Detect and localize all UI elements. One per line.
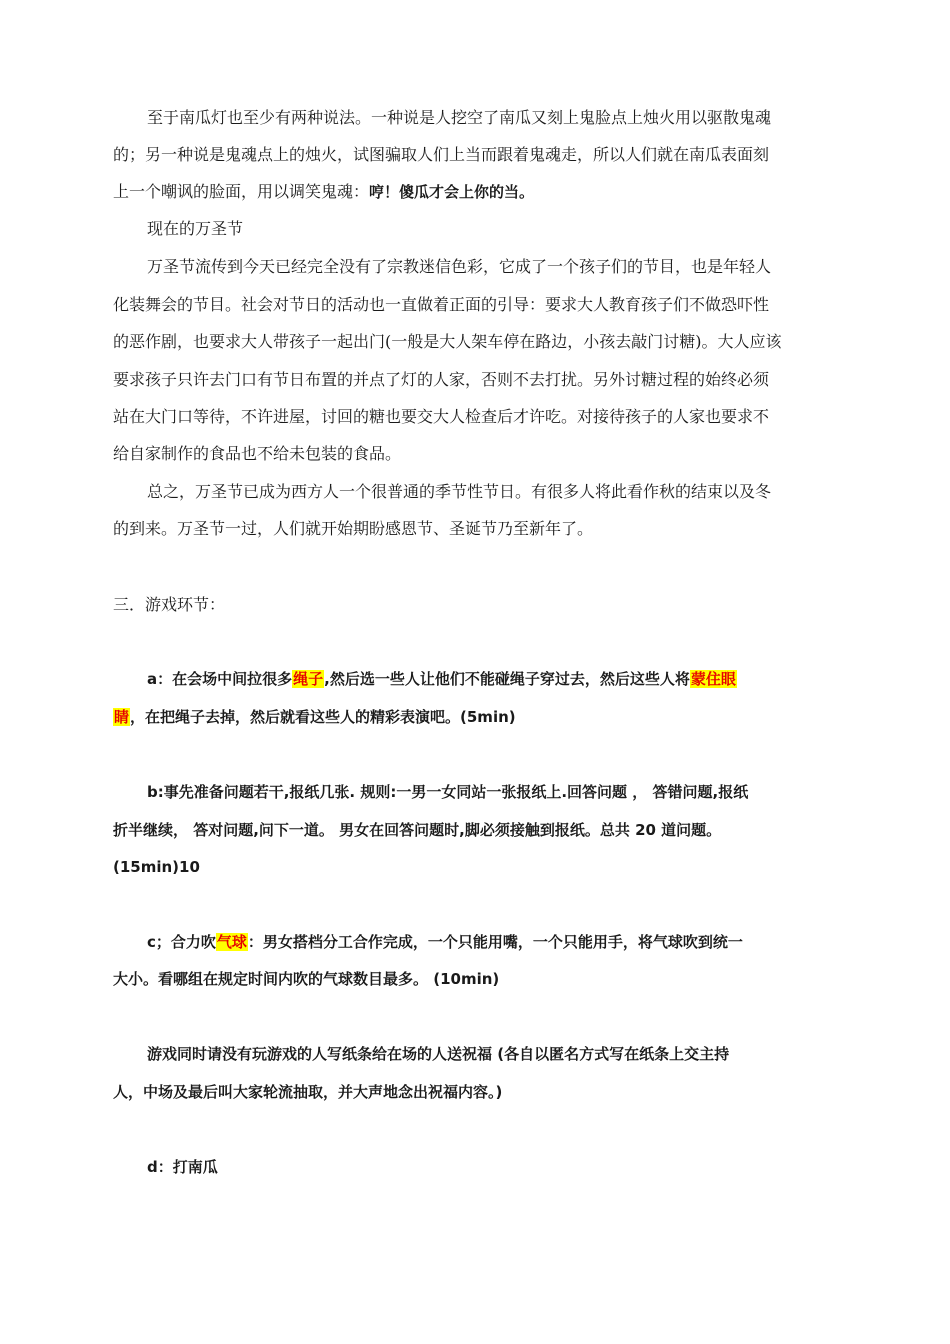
text-span: ,然后选一些人让他们不能碰绳子穿过去，然后这些人将 xyxy=(324,670,690,688)
text-span: a：在会场中间拉很多 xyxy=(147,670,293,688)
paragraph-line xyxy=(113,182,534,202)
game-c-line xyxy=(147,932,743,952)
section-heading: 现在的万圣节 xyxy=(147,219,244,238)
game-b-line: 折半继续， 答对问题,问下一道。 男女在回答问题时,脚必须接触到报纸。总共 20 道问题。 xyxy=(113,821,722,839)
paragraph-line: 万圣节流传到今天已经完全没有了宗教迷信色彩，它成了一个孩子们的节目，也是年轻人 xyxy=(147,257,772,276)
text-span: ：男女搭档分工合作完成，一个只能用嘴，一个只能用手，将气球吹到统一 xyxy=(247,933,743,951)
paragraph-line: 的；另一种说是鬼魂点上的烛火，试图骗取人们上当而跟着鬼魂走，所以人们就在南瓜表面刻 xyxy=(113,145,770,164)
paragraph-line: 的到来。万圣节一过，人们就开始期盼感恩节、圣诞节乃至新年了。 xyxy=(113,519,594,538)
game-d-line: d：打南瓜 xyxy=(147,1158,218,1176)
paragraph-line: 至于南瓜灯也至少有两种说法。一种说是人挖空了南瓜又刻上鬼脸点上烛火用以驱散鬼魂 xyxy=(147,108,772,127)
highlighted-term: 气球 xyxy=(216,933,247,951)
text-span: ，在把绳子去掉，然后就看这些人的精彩表演吧。(5min) xyxy=(130,708,516,726)
section-title: 三．游戏环节： xyxy=(113,595,226,614)
game-a-line xyxy=(147,669,737,689)
paragraph-line: 站在大门口等待，不许进屋，讨回的糖也要交大人检查后才许吃。对接待孩子的人家也要求不 xyxy=(113,407,770,426)
highlighted-term: 绳子 xyxy=(293,670,324,688)
blessing-line: 游戏同时请没有玩游戏的人写纸条给在场的人送祝福 (各自以匿名方式写在纸条上交主持 xyxy=(147,1045,730,1063)
game-a-line xyxy=(113,707,516,727)
highlighted-term: 睛 xyxy=(114,708,130,726)
paragraph-line: 的恶作剧，也要求大人带孩子一起出门(一般是大人架车停在路边，小孩去敲门讨糖)。大人应该 xyxy=(113,332,782,351)
game-c-line: 大小。看哪组在规定时间内吹的气球数目最多。 (10min) xyxy=(113,970,500,988)
text-span: 上一个嘲讽的脸面，用以调笑鬼魂： xyxy=(113,182,370,201)
game-b-line: (15min)10 xyxy=(113,858,200,876)
paragraph-line: 要求孩子只许去门口有节日布置的并点了灯的人家，否则不去打扰。另外讨糖过程的始终必须 xyxy=(113,370,770,389)
text-span: c；合力吹 xyxy=(147,933,216,951)
paragraph-line: 总之，万圣节已成为西方人一个很普通的季节性节日。有很多人将此看作秋的结束以及冬 xyxy=(147,482,772,501)
paragraph-line: 给自家制作的食品也不给未包装的食品。 xyxy=(113,444,402,463)
game-b-line: b:事先准备问题若干,报纸几张. 规则:一男一女同站一张报纸上.回答问题 ， 答错问题,报纸 xyxy=(147,783,749,801)
highlighted-term: 蒙住眼 xyxy=(690,670,736,688)
paragraph-line: 化装舞会的节目。社会对节日的活动也一直做着正面的引导：要求大人教育孩子们不做恐吓性 xyxy=(113,295,770,314)
bold-text: 哼！傻瓜才会上你的当。 xyxy=(369,183,535,201)
blessing-line: 人，中场及最后叫大家轮流抽取，并大声地念出祝福内容。) xyxy=(113,1083,503,1101)
